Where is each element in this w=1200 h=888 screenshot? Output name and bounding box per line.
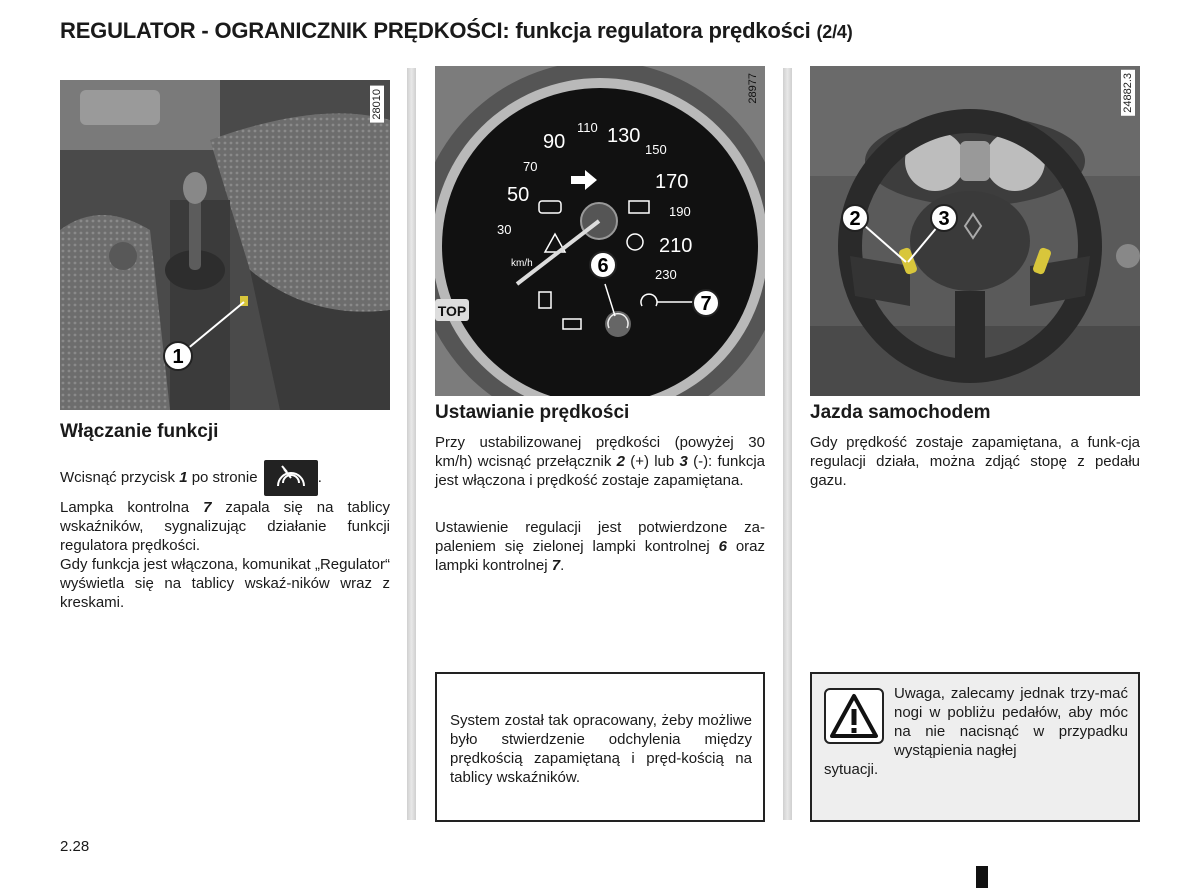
column-divider-2	[783, 68, 792, 820]
stop-label: TOP	[437, 303, 467, 319]
text: Przy ustabilizowanej prędkości (powyżej 30 km/h) wcisnąć przełącznik	[435, 434, 765, 470]
gauge-label-130: 130	[607, 125, 641, 147]
page-title-main: REGULATOR - OGRANICZNIK PRĘDKOŚCI: funkcja regulatora prędkości	[60, 18, 811, 43]
gauge-label-230: 230	[655, 267, 677, 282]
paragraph-driving: Gdy prędkość zostaje zapamiętana, a funk-cja regulacji działa, można zdjąć stopę z pedału gazu.	[810, 434, 1140, 489]
image-code-28977: 28977	[746, 70, 760, 107]
gauge-label-110: 110	[577, 120, 598, 135]
note-box	[435, 672, 765, 822]
text: .	[560, 557, 565, 574]
callout-2: 2	[849, 208, 861, 230]
ref-number: 7	[203, 499, 212, 516]
text: (-): funkcja jest włączona i prędkość zostaje zapamiętana.	[435, 453, 765, 489]
page-number: 2.28	[60, 838, 90, 855]
heading-enabling-function: Włączanie funkcji	[60, 421, 219, 442]
column-divider-1	[407, 68, 416, 820]
page-title	[60, 18, 853, 44]
photo-cabin-console	[60, 80, 390, 410]
heading-setting-speed: Ustawianie prędkości	[435, 402, 630, 423]
cruise-control-button-icon	[264, 460, 318, 496]
gauge-label-30: 30	[497, 222, 512, 237]
gauge-label-90: 90	[543, 131, 566, 153]
heading-driving: Jazda samochodem	[810, 402, 991, 423]
paragraph-warning-light	[60, 498, 390, 555]
text: Ustawienie regulacji jest potwierdzone za-paleniem się zielonej lampki kontrolnej	[435, 519, 765, 555]
text: .	[317, 469, 322, 486]
text: Lampka kontrolna	[60, 499, 204, 516]
gauge-label-190: 190	[669, 204, 691, 219]
paragraph-confirmation	[435, 518, 765, 575]
image-code-24882: 24882.3	[1121, 70, 1135, 116]
warning-text: Uwaga, zalecamy jednak trzy-mać nogi w pobliżu pedałów, aby móc na nie nacisnąć w przypadku wystąpienia nagłej	[894, 685, 1128, 759]
note-text: System został tak opracowany, żeby możliwe było stwierdzenie odchylenia między prędkością zapamiętaną i pręd-kością na tablicy wskaźników.	[450, 712, 752, 786]
paragraph-regulator-message: Gdy funkcja jest włączona, komunikat „Regulator“ wyświetla się na tablicy wskaź-ników wraz z kreskami.	[60, 556, 390, 611]
callout-7: 7	[700, 293, 712, 315]
text: po stronie	[187, 469, 258, 486]
photo-speedometer	[435, 66, 765, 396]
warning-box	[810, 672, 1140, 822]
gauge-unit: km/h	[511, 258, 533, 269]
text: zapala się na tablicy wskaźników, sygnalizując działanie funkcji regulatora prędkości.	[60, 499, 391, 554]
gauge-label-210: 210	[659, 235, 693, 257]
page-title-sub: (2/4)	[816, 22, 853, 42]
photo-steering-wheel	[810, 66, 1140, 396]
ref-number: 6	[718, 538, 727, 555]
paragraph-setting-speed	[435, 433, 765, 490]
callout-3: 3	[938, 208, 950, 230]
image-code-28010: 28010	[370, 86, 384, 123]
gauge-label-170: 170	[655, 171, 689, 193]
instruction-press-button	[60, 460, 390, 496]
gauge-label-70: 70	[523, 159, 538, 174]
gauge-label-50: 50	[507, 184, 530, 206]
ref-number: 1	[179, 469, 188, 486]
gauge-label-150: 150	[645, 142, 667, 157]
text: oraz lampki kontrolnej	[435, 538, 765, 574]
ref-number: 2	[616, 453, 625, 470]
text: (+) lub	[624, 453, 680, 470]
page-edge-marker	[976, 866, 988, 888]
ref-number: 7	[551, 557, 561, 574]
callout-1: 1	[172, 346, 184, 368]
callout-6: 6	[597, 255, 609, 277]
warning-text-end: sytuacji.	[824, 761, 879, 778]
text: Wcisnąć przycisk	[60, 469, 180, 486]
ref-number: 3	[679, 453, 688, 470]
warning-triangle-icon	[824, 688, 884, 744]
